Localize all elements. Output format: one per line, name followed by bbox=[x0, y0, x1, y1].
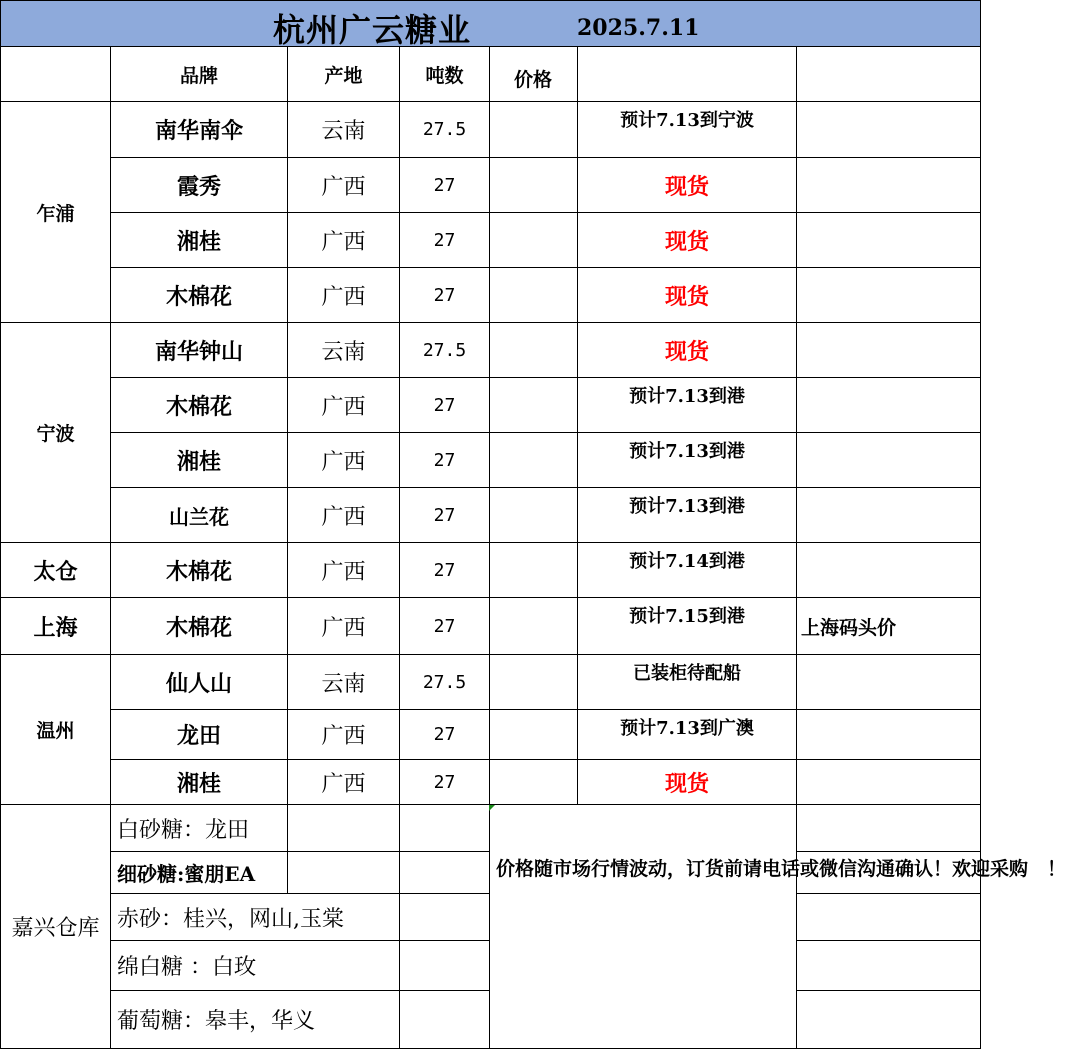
price-cell bbox=[490, 268, 578, 323]
warehouse-item: 细砂糖:蜜朋EA bbox=[111, 852, 288, 894]
remark-blank bbox=[797, 941, 981, 991]
origin-cell: 云南 bbox=[288, 323, 400, 378]
remark-cell bbox=[797, 323, 981, 378]
location-taicang: 太仓 bbox=[0, 543, 111, 598]
brand-cell: 龙田 bbox=[111, 710, 288, 760]
notice-line: 欢迎采购 ！ bbox=[952, 858, 1066, 880]
origin-cell: 云南 bbox=[288, 102, 400, 158]
location-shanghai: 上海 bbox=[0, 598, 111, 655]
location-ningbo: 宁波 bbox=[0, 323, 111, 543]
warehouse-item-blank bbox=[400, 805, 490, 852]
warehouse-item-blank bbox=[288, 805, 400, 852]
price-notice bbox=[490, 805, 1066, 1049]
tons-cell: 27.5 bbox=[400, 655, 490, 710]
notice-line: 价格随市场行情波动， bbox=[496, 858, 687, 880]
status-cell: 预计7.13到宁波 bbox=[578, 102, 797, 158]
origin-cell: 广西 bbox=[288, 710, 400, 760]
price-cell bbox=[490, 433, 578, 488]
price-cell bbox=[490, 378, 578, 433]
price-cell bbox=[490, 213, 578, 268]
tons-cell: 27 bbox=[400, 378, 490, 433]
remark-cell bbox=[797, 710, 981, 760]
price-cell bbox=[490, 102, 578, 158]
origin-cell: 广西 bbox=[288, 158, 400, 213]
title-bar bbox=[0, 0, 981, 47]
header-status-cell bbox=[578, 47, 797, 102]
warehouse-item-blank bbox=[288, 852, 400, 894]
header-origin: 产地 bbox=[288, 47, 400, 102]
remark-blank bbox=[797, 894, 981, 941]
tons-cell: 27 bbox=[400, 488, 490, 543]
tons-cell: 27.5 bbox=[400, 102, 490, 158]
status-cell: 预计7.13到广澳 bbox=[578, 710, 797, 760]
comment-marker-icon bbox=[489, 805, 495, 811]
origin-cell: 广西 bbox=[288, 268, 400, 323]
tons-cell: 27 bbox=[400, 543, 490, 598]
remark-cell bbox=[797, 760, 981, 805]
brand-cell: 南华南伞 bbox=[111, 102, 288, 158]
price-cell bbox=[490, 158, 578, 213]
location-jiaxing-warehouse: 嘉兴仓库 bbox=[0, 805, 111, 1049]
brand-cell: 木棉花 bbox=[111, 378, 288, 433]
remark-cell bbox=[797, 655, 981, 710]
brand-cell: 木棉花 bbox=[111, 268, 288, 323]
remark-cell bbox=[797, 378, 981, 433]
tons-cell: 27.5 bbox=[400, 323, 490, 378]
origin-cell: 云南 bbox=[288, 655, 400, 710]
remark-cell bbox=[797, 268, 981, 323]
remark-cell bbox=[797, 488, 981, 543]
remark-cell bbox=[797, 158, 981, 213]
status-cell: 预计7.13到港 bbox=[578, 378, 797, 433]
origin-cell: 广西 bbox=[288, 433, 400, 488]
status-cell: 现货 bbox=[578, 158, 797, 213]
company-title: 杭州广云糖业 bbox=[273, 11, 472, 49]
brand-cell: 霞秀 bbox=[111, 158, 288, 213]
tons-cell: 27 bbox=[400, 268, 490, 323]
remark-cell: 上海码头价 bbox=[797, 598, 981, 655]
header-empty-cell bbox=[0, 47, 111, 102]
price-cell bbox=[490, 655, 578, 710]
location-wenzhou: 温州 bbox=[0, 655, 111, 805]
brand-cell: 仙人山 bbox=[111, 655, 288, 710]
origin-cell: 广西 bbox=[288, 488, 400, 543]
origin-cell: 广西 bbox=[288, 543, 400, 598]
origin-cell: 广西 bbox=[288, 213, 400, 268]
warehouse-item-blank bbox=[400, 894, 490, 941]
tons-cell: 27 bbox=[400, 158, 490, 213]
status-cell: 现货 bbox=[578, 268, 797, 323]
price-cell bbox=[490, 543, 578, 598]
price-cell bbox=[490, 760, 578, 805]
brand-cell: 山兰花 bbox=[111, 488, 288, 543]
warehouse-item-blank bbox=[400, 991, 490, 1049]
status-cell: 现货 bbox=[578, 760, 797, 805]
remark-cell bbox=[797, 433, 981, 488]
tons-cell: 27 bbox=[400, 710, 490, 760]
brand-cell: 湘桂 bbox=[111, 213, 288, 268]
price-cell bbox=[490, 598, 578, 655]
header-tons: 吨数 bbox=[400, 47, 490, 102]
remark-blank bbox=[797, 991, 981, 1049]
header-price: 价格 bbox=[490, 47, 578, 102]
warehouse-item: 赤砂：桂兴，网山,玉棠 bbox=[111, 894, 400, 941]
warehouse-item-blank bbox=[400, 941, 490, 991]
status-cell: 预计7.14到港 bbox=[578, 543, 797, 598]
status-cell: 预计7.15到港 bbox=[578, 598, 797, 655]
remark-cell bbox=[797, 102, 981, 158]
price-cell bbox=[490, 710, 578, 760]
brand-cell: 湘桂 bbox=[111, 433, 288, 488]
header-remark-cell bbox=[797, 47, 981, 102]
tons-cell: 27 bbox=[400, 433, 490, 488]
brand-cell: 南华钟山 bbox=[111, 323, 288, 378]
brand-cell: 木棉花 bbox=[111, 598, 288, 655]
price-cell bbox=[490, 488, 578, 543]
origin-cell: 广西 bbox=[288, 760, 400, 805]
remark-blank bbox=[797, 805, 981, 852]
location-zhapu: 乍浦 bbox=[0, 102, 111, 323]
status-cell: 预计7.13到港 bbox=[578, 488, 797, 543]
remark-cell bbox=[797, 213, 981, 268]
brand-cell: 木棉花 bbox=[111, 543, 288, 598]
warehouse-item: 白砂糖：龙田 bbox=[111, 805, 288, 852]
warehouse-item: 绵白糖 ：白玫 bbox=[111, 941, 400, 991]
tons-cell: 27 bbox=[400, 213, 490, 268]
tons-cell: 27 bbox=[400, 598, 490, 655]
status-cell: 现货 bbox=[578, 213, 797, 268]
remark-blank bbox=[797, 852, 981, 894]
origin-cell: 广西 bbox=[288, 598, 400, 655]
header-brand: 品牌 bbox=[111, 47, 288, 102]
warehouse-item-blank bbox=[400, 852, 490, 894]
tons-cell: 27 bbox=[400, 760, 490, 805]
brand-cell: 湘桂 bbox=[111, 760, 288, 805]
warehouse-item: 葡萄糖：皋丰，华义 bbox=[111, 991, 400, 1049]
remark-cell bbox=[797, 543, 981, 598]
price-cell bbox=[490, 323, 578, 378]
status-cell: 现货 bbox=[578, 323, 797, 378]
status-cell: 预计7.13到港 bbox=[578, 433, 797, 488]
notice-line: 订货前请电话或微信沟通确认！ bbox=[686, 858, 953, 880]
sheet-date: 2025.7.11 bbox=[577, 15, 700, 41]
origin-cell: 广西 bbox=[288, 378, 400, 433]
status-cell: 已装柜待配船 bbox=[578, 655, 797, 710]
